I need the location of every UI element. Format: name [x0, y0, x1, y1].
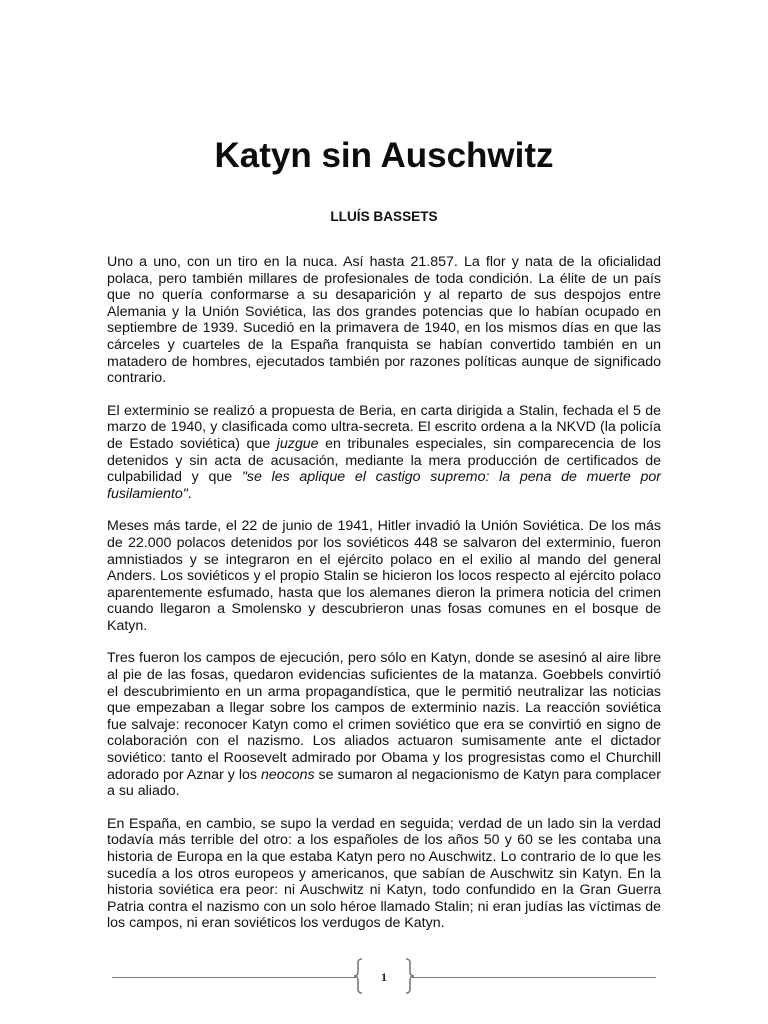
- text-segment: El exterminio se realizó a propuesta de Beria, en carta dirigida a Stalin, fechada el 5 de marzo de 1940, y clasificada como ultra-secreta. El escrito ordena a la NKVD (la policía de Estado soviética) que: [107, 402, 661, 452]
- body-paragraph: [107, 816, 661, 932]
- body-paragraph: [107, 650, 661, 799]
- footer-rule-left: [112, 977, 356, 978]
- text-segment: se sumaron al negacionismo de Katyn para complacer a su aliado.: [107, 766, 662, 800]
- text-segment: Meses más tarde, el 22 de junio de 1941, Hitler invadió la Unión Soviética. De los más de 22.000 polacos detenidos por los soviéticos 448 se salvaron del exterminio, fueron amnistiados y se integraron en el ejército polaco en el exilio al mando del general Anders. Los soviéticos y el propio Stalin se hicieron los locos respecto al ejército polaco aparentemente esfumado, hasta que los alemanes dieron la primera noticia del crimen cuando llegaron a Smolensko y descubrieron unas fosas comunes en el bosque de Katyn.: [107, 518, 661, 634]
- document-author: LLUÍS BASSETS: [330, 209, 438, 224]
- text-segment: Tres fueron los campos de ejecución, pero sólo en Katyn, donde se asesinó al aire libre al pie de las fosas, quedaron evidencias suficientes de la matanza. Goebbels convirtió el descubrimiento en un arma propagandística, que le permitió neutralizar las noticias que empezaban a llegar sobre los campos de exterminio nazis. La reacción soviética fue salvaje: reconocer Katyn como el crimen soviético que era se convirtió en signo de colaboración con el nazismo. Los aliados actuaron sumisamente ante el dictador soviético: tanto el Roosevelt admirado por Obama y los progresistas como el Churchill adorado por Aznar y los: [107, 650, 661, 783]
- document-body: [107, 254, 661, 948]
- text-segment: .: [187, 485, 192, 502]
- body-paragraph: [107, 254, 661, 387]
- right-brace-icon: [404, 958, 416, 994]
- italic-text-segment: "se les aplique el castigo supremo: la pena de muerte por fusilamiento": [107, 469, 661, 502]
- body-paragraph: [107, 518, 661, 634]
- text-segment: Uno a uno, con un tiro en la nuca. Así hasta 21.857. La flor y nata de la oficialidad polaca, pero también millares de profesionales de toda condición. La élite de un país que no quería conformarse a su desaparición y al reparto de sus despojos entre Alemania y la Unión Soviética, las dos grandes potencias que lo habían ocupado en septiembre de 1939. Sucedió en la primavera de 1940, en los mismos días en que las cárceles y cuarteles de la España franquista se habían convertido también en un matadero de hombres, ejecutados también por razones políticas aunque de significado contrario.: [107, 254, 661, 387]
- footer-rule-right: [412, 977, 656, 978]
- text-segment: en tribunales especiales, sin comparecencia de los detenidos y sin acta de acusación, mediante la mera producción de certificados de culpabilidad y que: [107, 435, 661, 486]
- text-segment: En España, en cambio, se supo la verdad en seguida; verdad de un lado sin la verdad todavía más terrible del otro: a los españoles de los años 50 y 60 se les contaba una historia de Europa en la que estaba Katyn pero no Auschwitz. Lo contrario de lo que les sucedía a los otros europeos y americanos, que sabían de Auschwitz sin Katyn. En la historia soviética era peor: ni Auschwitz ni Katyn, todo confundido en la Gran Guerra Patria contra el nazismo con un solo héroe llamado Stalin; ni eran judías las víctimas de los campos, ni eran soviéticos los verdugos de Katyn.: [107, 815, 661, 932]
- body-paragraph: [107, 403, 661, 503]
- page-number: 1: [381, 970, 387, 984]
- italic-text-segment: neocons: [260, 766, 315, 783]
- italic-text-segment: juzgue: [276, 435, 319, 452]
- document-title: Katyn sin Auschwitz: [214, 136, 554, 175]
